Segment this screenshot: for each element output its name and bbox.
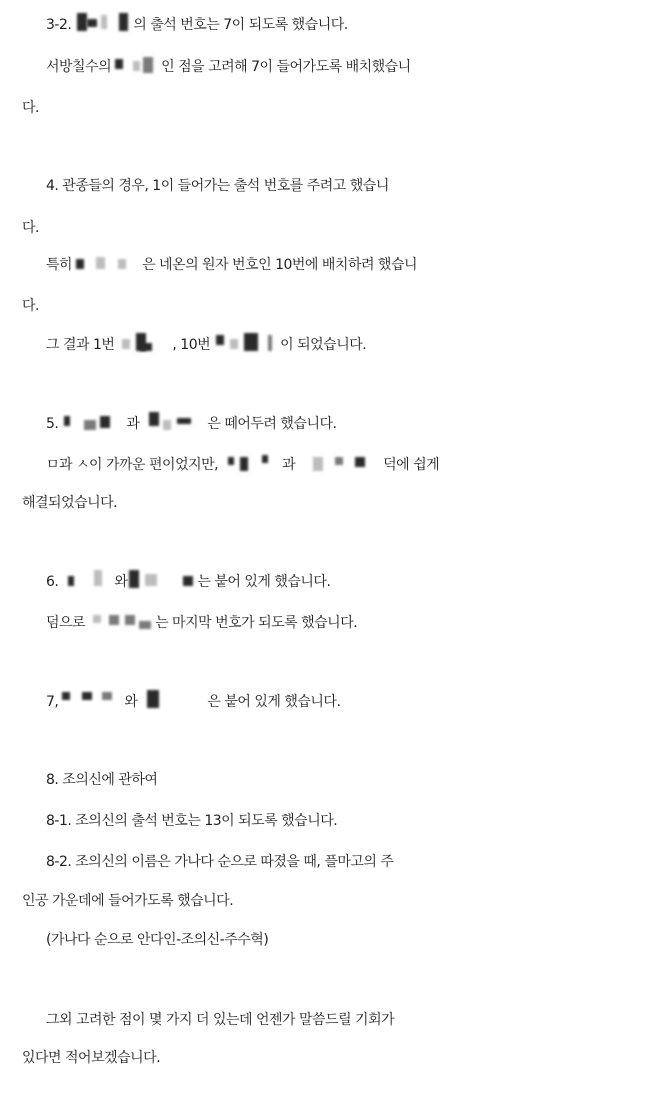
text-line xyxy=(0,445,658,485)
text-segment: 5. xyxy=(46,416,59,432)
text-segment: , 10번 xyxy=(172,337,211,353)
text-segment: 는 마지막 번호가 되도록 했습니다. xyxy=(155,615,358,631)
text-line xyxy=(0,166,658,206)
text-segment: 그 결과 1번 xyxy=(46,337,115,353)
text-line xyxy=(0,682,658,722)
redacted-block xyxy=(111,55,161,73)
text-line xyxy=(0,1000,658,1040)
text-line xyxy=(0,801,658,841)
text-segment: ㅁ과 ㅅ이 가까운 편이었지만, xyxy=(46,457,219,473)
text-line xyxy=(0,208,658,248)
text-segment: 3-2. xyxy=(46,17,76,33)
redacted-block xyxy=(85,611,155,629)
text-segment: 덕에 쉽게 xyxy=(383,457,440,473)
text-segment: 8-1. 조의신의 출석 번호는 13이 되도록 했습니다. xyxy=(46,813,338,829)
redacted-block xyxy=(210,333,280,351)
text-segment: 다. xyxy=(22,298,39,314)
text-segment: 은 붙어 있게 했습니다. xyxy=(207,694,341,710)
text-line xyxy=(0,920,658,960)
redacted-block xyxy=(58,570,114,588)
text-segment: 인 점을 고려해 7이 들어가도록 배치했습니 xyxy=(161,59,411,75)
text-segment: 과 xyxy=(126,416,140,432)
text-segment: (가나다 순으로 안다인-조의신-주수혁) xyxy=(46,932,269,948)
text-line xyxy=(0,562,658,602)
redacted-block xyxy=(295,453,383,471)
redacted-block xyxy=(75,13,133,31)
redacted-block xyxy=(218,453,282,471)
text-segment: 는 붙어 있게 했습니다. xyxy=(197,574,331,590)
text-line xyxy=(0,5,658,45)
text-segment: 와 xyxy=(114,574,128,590)
text-segment: 4. 관종들의 경우, 1이 들어가는 출석 번호를 주려고 했습니 xyxy=(46,178,389,194)
text-segment: 의 출석 번호는 7이 되도록 했습니다. xyxy=(133,17,348,33)
text-segment: 8. 조의신에 관하여 xyxy=(46,772,158,788)
text-segment: 와 xyxy=(124,694,138,710)
text-segment: 7, xyxy=(46,694,59,710)
redacted-block xyxy=(127,570,197,588)
redacted-block xyxy=(58,412,126,430)
text-line xyxy=(0,603,658,643)
text-line xyxy=(0,483,658,523)
text-line xyxy=(0,1038,658,1078)
text-line xyxy=(0,245,658,285)
text-line xyxy=(0,881,658,921)
text-segment: 해결되었습니다. xyxy=(22,495,118,511)
text-line xyxy=(0,325,658,365)
text-segment: 은 떼어두려 했습니다. xyxy=(207,416,337,432)
text-segment: 있다면 적어보겠습니다. xyxy=(22,1050,161,1066)
text-segment: 덤으로 xyxy=(46,615,86,631)
redacted-block xyxy=(58,690,124,708)
text-line xyxy=(0,404,658,444)
text-segment: 이 되었습니다. xyxy=(280,337,367,353)
redacted-block xyxy=(137,690,207,708)
text-line xyxy=(0,88,658,128)
text-segment: 8-2. 조의신의 이름은 가나다 순으로 따졌을 때, 플마고의 주 xyxy=(46,854,394,870)
text-segment: 다. xyxy=(22,220,39,236)
text-segment: 특히 xyxy=(46,257,73,273)
text-segment: 인공 가운데에 들어가도록 했습니다. xyxy=(22,893,234,909)
text-line xyxy=(0,760,658,800)
text-segment: 다. xyxy=(22,100,39,116)
text-line xyxy=(0,842,658,882)
text-line xyxy=(0,47,658,87)
redacted-block xyxy=(114,333,172,351)
redacted-block xyxy=(139,412,207,430)
text-segment: 은 네온의 원자 번호인 10번에 배치하려 했습니 xyxy=(142,257,418,273)
text-segment: 서방칠수의 xyxy=(46,59,112,75)
redacted-block xyxy=(72,253,142,271)
text-segment: 과 xyxy=(282,457,296,473)
text-line xyxy=(0,286,658,326)
text-segment: 6. xyxy=(46,574,59,590)
text-segment: 그외 고려한 점이 몇 가지 더 있는데 언젠가 말씀드릴 기회가 xyxy=(46,1012,395,1028)
